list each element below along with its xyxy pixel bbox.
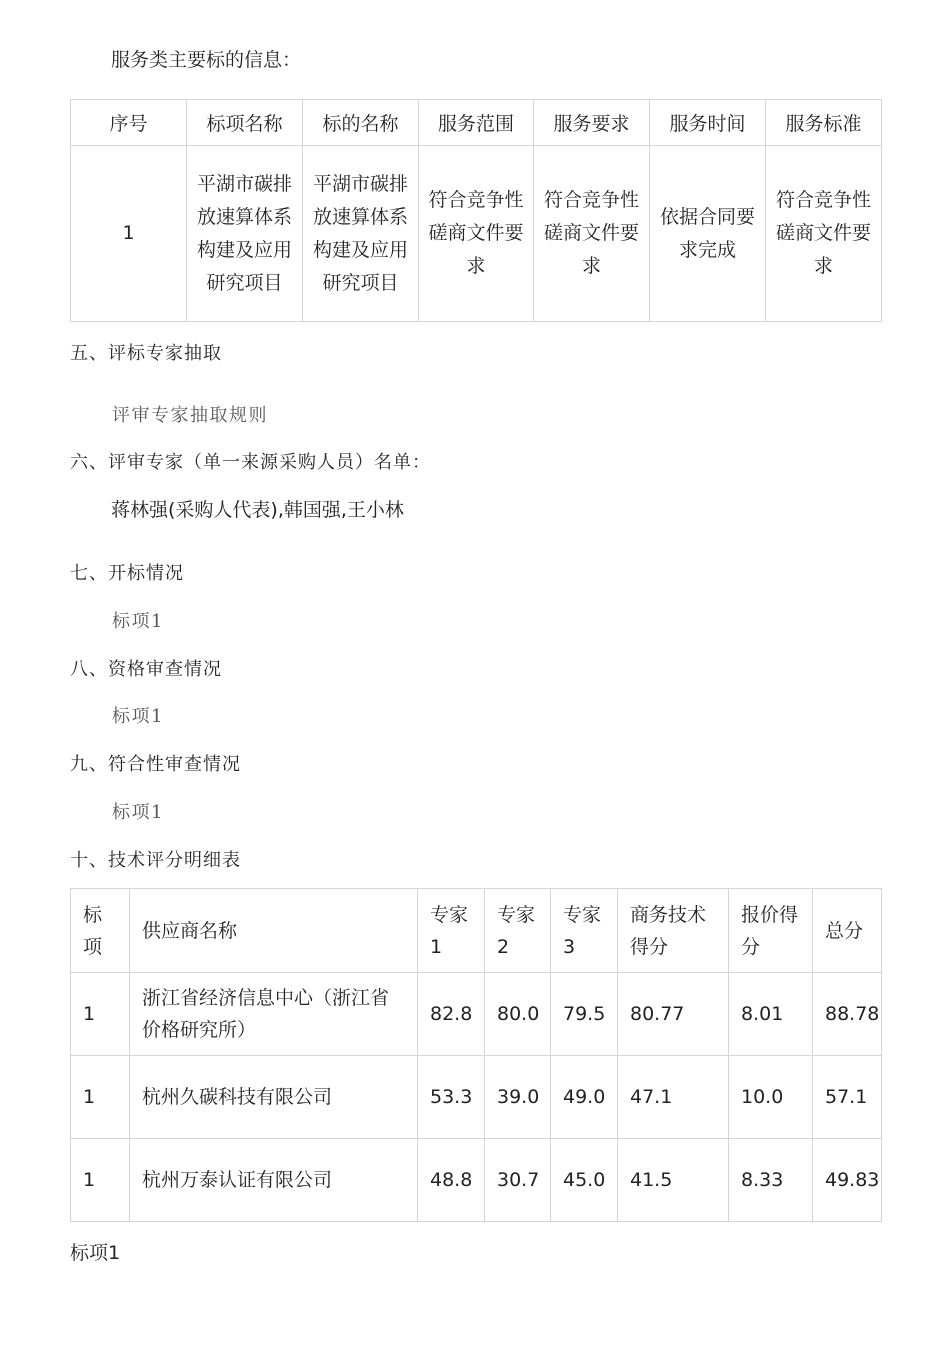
section-10-title: 十、技术评分明细表 xyxy=(70,850,241,871)
expert-rules-text: 评审专家抽取规则 xyxy=(112,405,268,426)
table-cell: 平湖市碳排放速算体系构建及应用研究项目 xyxy=(303,146,419,322)
table-cell: 1 xyxy=(71,1139,130,1222)
table-cell: 10.0 xyxy=(729,1056,813,1139)
table-cell: 39.0 xyxy=(485,1056,551,1139)
table-cell: 41.5 xyxy=(618,1139,729,1222)
table-cell: 80.0 xyxy=(485,973,551,1056)
expert-names: 蒋林强(采购人代表),韩国强,王小林 xyxy=(111,499,404,521)
header-cell: 专家1 xyxy=(418,889,485,973)
table-cell: 45.0 xyxy=(551,1139,618,1222)
intro-heading: 服务类主要标的信息： xyxy=(111,49,302,71)
header-cell: 标项名称 xyxy=(187,100,303,146)
table-cell: 杭州久碳科技有限公司 xyxy=(130,1056,418,1139)
section-7-item: 标项1 xyxy=(112,611,164,632)
table-header-row xyxy=(71,100,882,146)
table-cell: 49.0 xyxy=(551,1056,618,1139)
table-cell: 48.8 xyxy=(418,1139,485,1222)
table-cell: 82.8 xyxy=(418,973,485,1056)
table-cell: 依据合同要求完成 xyxy=(650,146,766,322)
section-8-item: 标项1 xyxy=(112,706,164,727)
table-cell: 49.83 xyxy=(813,1139,882,1222)
header-cell: 标项 xyxy=(71,889,130,973)
table-cell: 符合竞争性磋商文件要求 xyxy=(766,146,882,322)
section-8-title: 八、资格审查情况 xyxy=(70,659,222,680)
table-cell: 1 xyxy=(71,1056,130,1139)
header-cell: 总分 xyxy=(813,889,882,973)
section-6-title: 六、评审专家（单一来源采购人员）名单： xyxy=(70,452,431,473)
table-cell: 80.77 xyxy=(618,973,729,1056)
header-cell: 标的名称 xyxy=(303,100,419,146)
section-9-item: 标项1 xyxy=(112,802,164,823)
table-header-row xyxy=(71,889,882,973)
section-7-title: 七、开标情况 xyxy=(70,563,184,584)
table-cell: 1 xyxy=(71,146,187,322)
table-cell: 88.78 xyxy=(813,973,882,1056)
table-row xyxy=(71,973,882,1056)
table-cell: 1 xyxy=(71,973,130,1056)
table-cell: 30.7 xyxy=(485,1139,551,1222)
header-cell: 服务时间 xyxy=(650,100,766,146)
table-cell: 8.33 xyxy=(729,1139,813,1222)
table-row xyxy=(71,1056,882,1139)
header-cell: 专家3 xyxy=(551,889,618,973)
header-cell: 供应商名称 xyxy=(130,889,418,973)
header-cell: 商务技术得分 xyxy=(618,889,729,973)
header-cell: 服务要求 xyxy=(534,100,650,146)
service-info-table xyxy=(70,99,882,322)
table-cell: 符合竞争性磋商文件要求 xyxy=(534,146,650,322)
table-cell: 57.1 xyxy=(813,1056,882,1139)
header-cell: 报价得分 xyxy=(729,889,813,973)
section-5-title: 五、评标专家抽取 xyxy=(70,343,222,364)
section-9-title: 九、符合性审查情况 xyxy=(70,754,241,775)
header-cell: 服务范围 xyxy=(419,100,534,146)
footer-item: 标项1 xyxy=(70,1242,121,1264)
table-cell: 平湖市碳排放速算体系构建及应用研究项目 xyxy=(187,146,303,322)
header-cell: 专家2 xyxy=(485,889,551,973)
table-cell: 浙江省经济信息中心（浙江省价格研究所） xyxy=(130,973,418,1056)
table-cell: 符合竞争性磋商文件要求 xyxy=(419,146,534,322)
table-cell: 47.1 xyxy=(618,1056,729,1139)
table-cell: 8.01 xyxy=(729,973,813,1056)
header-cell: 服务标准 xyxy=(766,100,882,146)
header-cell: 序号 xyxy=(71,100,187,146)
table-row xyxy=(71,1139,882,1222)
table-cell: 杭州万泰认证有限公司 xyxy=(130,1139,418,1222)
table-cell: 79.5 xyxy=(551,973,618,1056)
table-row xyxy=(71,146,882,322)
technical-score-table xyxy=(70,888,882,1222)
table-cell: 53.3 xyxy=(418,1056,485,1139)
